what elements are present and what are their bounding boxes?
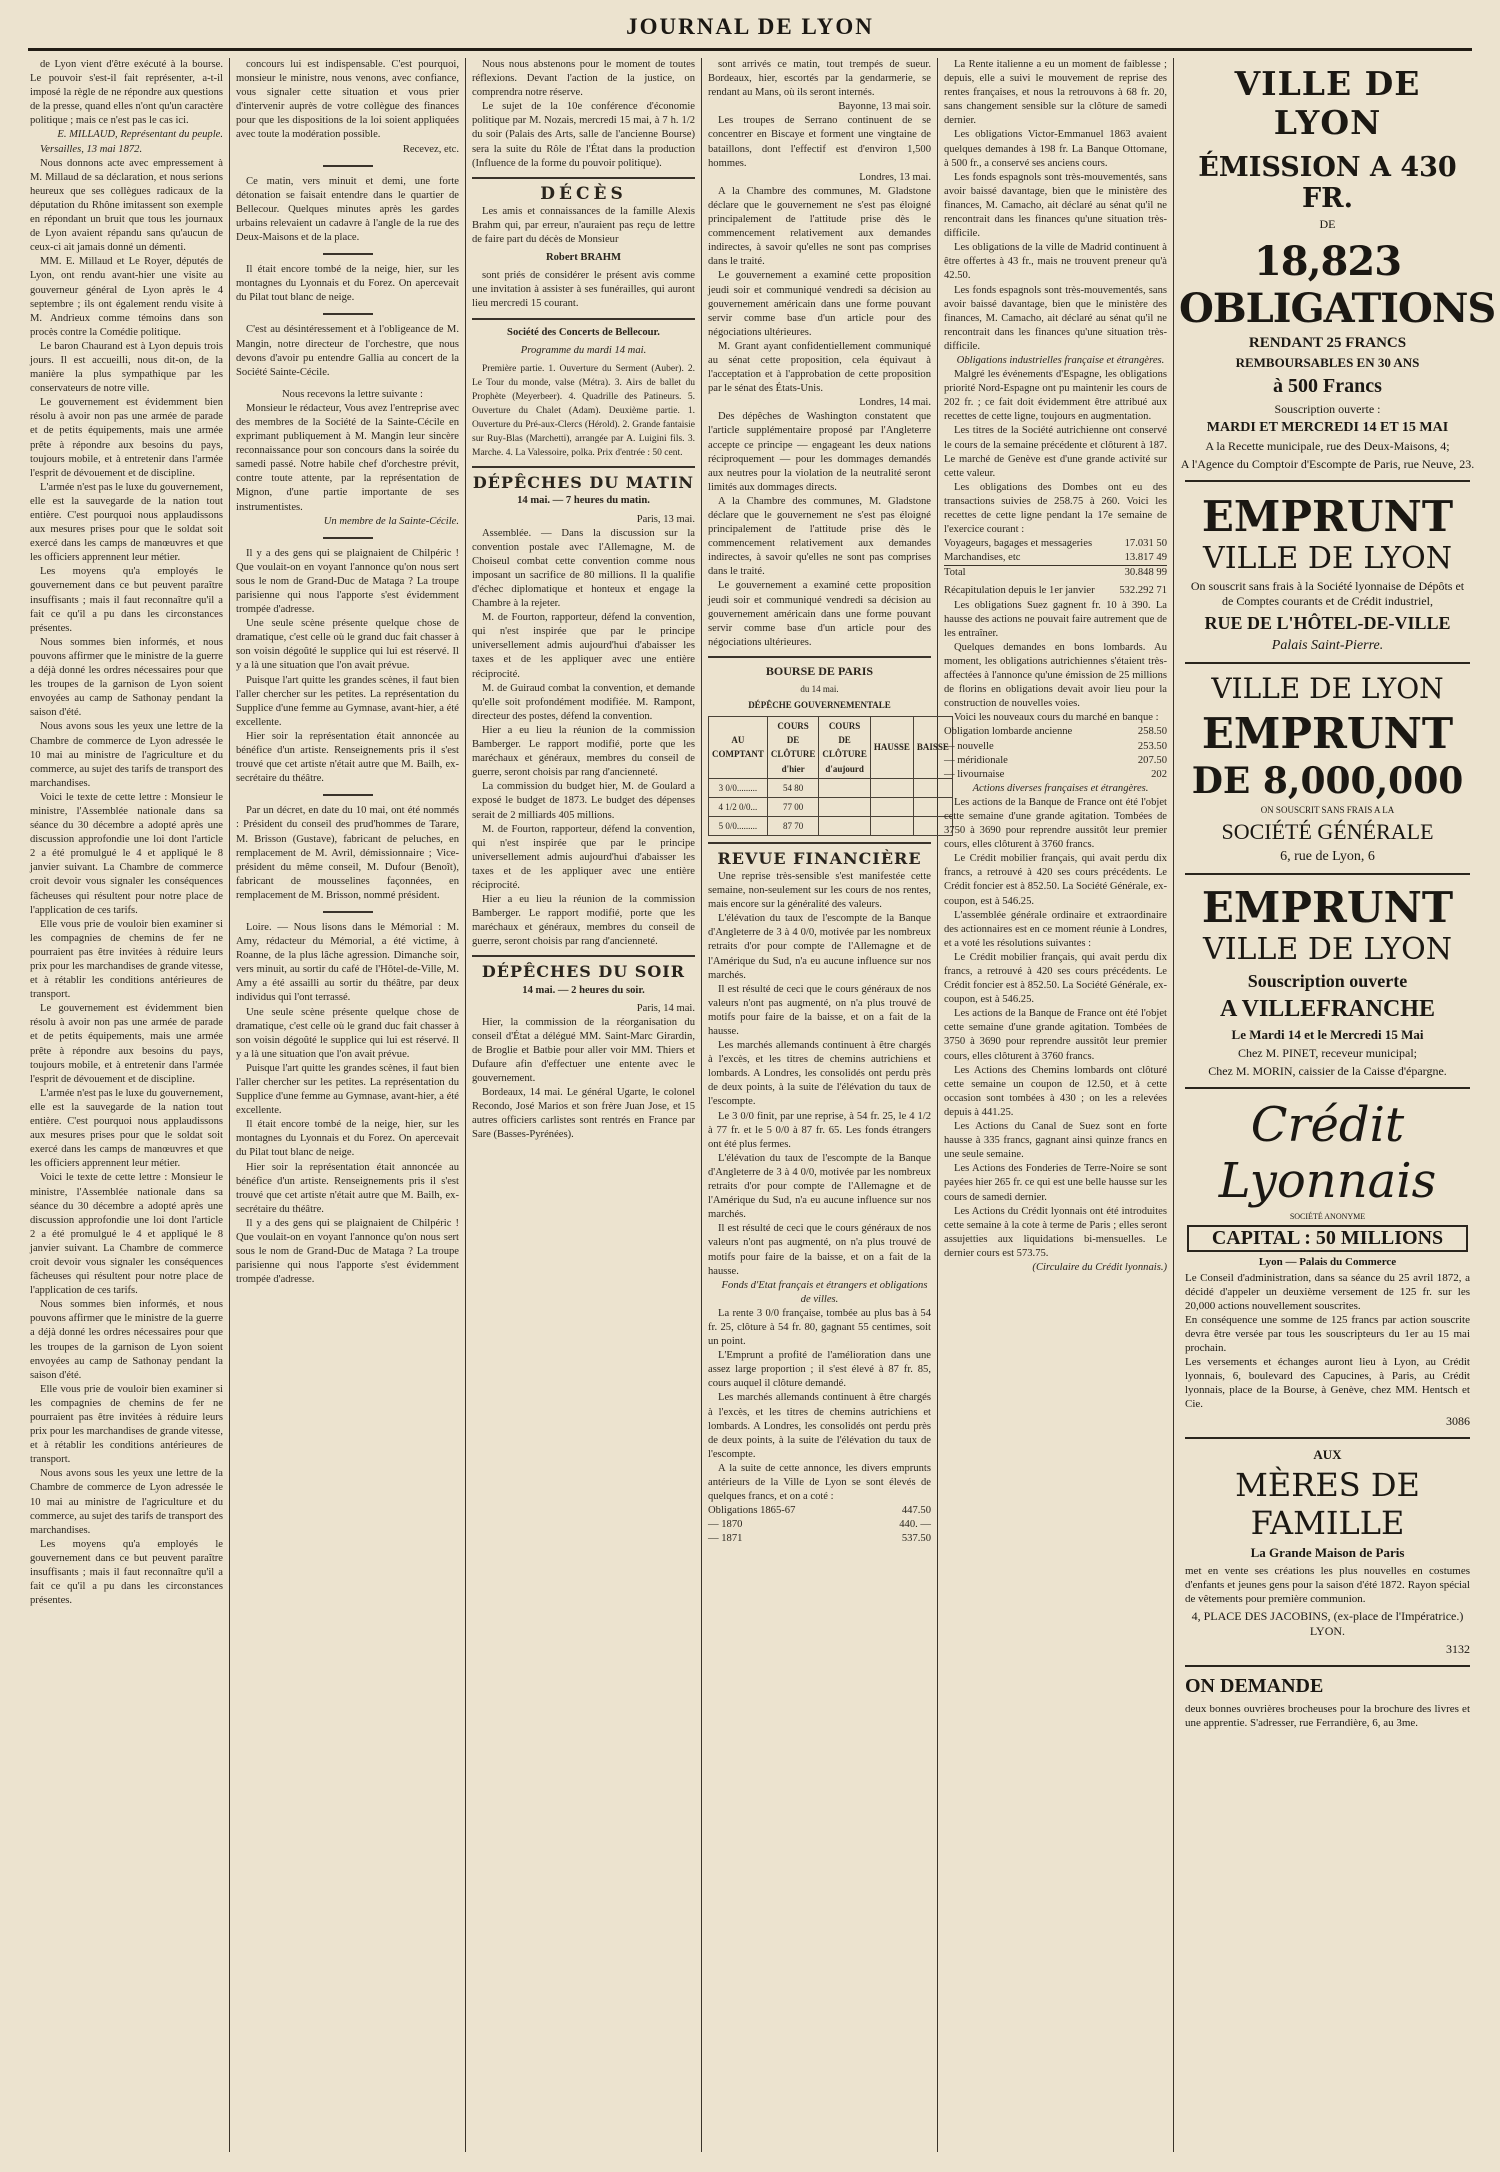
dateline: Versailles, 13 mai 1872.: [40, 143, 143, 155]
dateline: Paris, 13 mai.: [636, 513, 695, 525]
price-row: [944, 754, 1167, 768]
masthead: JOURNAL DE LYON: [626, 14, 874, 39]
paragraph: M. de Fourton, rapporteur, défend la convention, qui n'est inspirée que par le principe universellement admis aujourd'hui d'abaisser les taxes et de les appliquer avec une entière réciprocité.: [472, 823, 695, 891]
price-row: [944, 537, 1167, 551]
paragraph: Il était encore tombé de la neige, hier, sur les montagnes du Lyonnais et du Forez. On apercevait du Pilat tout blanc de neige.: [236, 264, 459, 304]
letter-text: Monsieur le rédacteur, Vous avez l'entreprise avec des membres de la Société de la Sainte-Cécile en exprimant publiquement à M. Mangin leur sincère reconnaissance pour son concours dans la soirée du samedi passé. Notre habile chef d'orchestre prévit, contre toute attente, par la représentation de Mignon, d'une partie importante de ses instrumentistes.: [236, 402, 459, 513]
paragraph: Il y a des gens qui se plaignaient de Chilpéric ! Que voulait-on en voyant l'annonce qu'on nous sert sous le nom de Grand-Duc de Mataga ? La troupe parisienne qui nous l'apporte s'est évidemment trompée d'adresse.: [236, 1217, 459, 1286]
ad-headline: EMPRUNT: [1201, 492, 1454, 541]
table-header-row: [709, 717, 953, 778]
paragraph: Ce matin, vers minuit et demi, une forte détonation se faisait entendre dans le quartier de Bellecour. Quelques minutes après les gardes urbains relevaient un cadavre à l'angle de la rue des Deux-Maisons et de la place.: [236, 175, 459, 244]
section-heading: DÉPÊCHES DU SOIR: [481, 962, 686, 982]
price-label: — 1870: [708, 1519, 743, 1531]
paragraph: Loire. — Nous lisons dans le Mémorial : M. Amy, rédacteur du Mémorial, a été victime, à Roanne, de la plus lâche agression. Dimanche soir, vers minuit, au sortir du café de l'Hôtel-de-Ville, M. Amy a été assailli au sortir du théâtre, par deux individus qui l'ont terrassé.: [236, 921, 459, 1004]
ad-headline: VILLE DE LYON: [1203, 932, 1452, 967]
paragraph: M. de Guiraud combat la convention, et demande qu'elle soit profondément modifiée. M. Rampont, directeur des postes, défend la convention.: [472, 682, 695, 722]
ad-headline: DE 8,000,000: [1191, 760, 1464, 802]
ad-text: La Grande Maison de Paris: [1250, 1545, 1405, 1560]
ad-number: 3132: [1446, 1642, 1470, 1656]
paragraph: sont priés de considérer le présent avis comme une invitation à assister à ses funérailles, qui auront lieu mercredi 15 courant.: [472, 270, 695, 310]
advertisement-column: [1179, 58, 1496, 2148]
paragraph: Une seule scène présente quelque chose de dramatique, c'est celle où le grand duc fait chasser à son voisin dégoûté le supplice qui lui est réservé. Il y a là une situation que l'on avait prévue.: [236, 1006, 459, 1060]
bourse-date: du 14 mai.: [800, 684, 839, 695]
ad-divider: [1185, 480, 1470, 482]
column-header: COURS DE CLÔTURE d'hier: [767, 717, 819, 778]
paragraph: L'élévation du taux de l'escompte de la Banque d'Angleterre de 3 à 4 0/0, motivée par les nombreux retraits d'or pour compte de l'Allemagne et de l'Amérique du Sud, n'a eu aucune influence sur nos marchés.: [708, 1152, 931, 1221]
paragraph: La rente 3 0/0 française, tombée au plus bas à 54 fr. 25, clôture à 54 fr. 80, gagnant 55 centimes, soit un point.: [708, 1307, 931, 1348]
column-header: BAISSE: [913, 717, 952, 778]
paragraph: Hier, la commission de la réorganisation du conseil d'État a délégué MM. Saint-Marc Girardin, de Broglie et Batbie pour aller voir MM. Thiers et Dufaure afin d'effectuer une entente avec le gouvernement.: [472, 1016, 695, 1085]
price-value: 258.50: [1137, 726, 1167, 738]
price-row: [944, 725, 1167, 739]
price-label: — livournaise: [944, 768, 1005, 780]
ad-divider: [1185, 1665, 1470, 1667]
ad-text: met en vente ses créations les plus nouvelles en costumes d'enfants et jeunes gens pour la saison d'été 1872. Rayon spécial de vêtements pour première communion.: [1185, 1565, 1470, 1605]
concert-program: Première partie. 1. Ouverture du Serment (Auber). 2. Le Tour du monde, valse (Métra). 3. Airs de ballet du Prophète (Meyerbeer). 4. Quadrille des Patineurs. 5. Ouverture du Chalet (Adam). Deuxième partie. 1. Ouverture du Pré-aux-Clercs (Hérold). 2. Grande fantaisie sur Ruy-Blas (Marchetti), arrangée par A. Luigini fils. 3. Marche. 4. La Valessoire, polka. Prix d'entrée : 50 cent.: [472, 363, 695, 459]
price-value: 30.848 99: [1124, 567, 1167, 579]
subsection-heading: Actions diverses françaises et étrangères.: [972, 782, 1149, 794]
separator: [472, 177, 695, 179]
paragraph: Les moyens qu'a employés le gouvernement dans ce but peuvent paraître insuffisants ; mais il faut reconnaître qu'il a fait ce qu'il a pu dans les circonstances présentes.: [30, 566, 223, 634]
paragraph: Le gouvernement est évidemment bien résolu à avoir non pas une armée de parade et de petits équipements, mais une armée prête à répondre aux besoins du pays, toujours mobile, et à entretenir dans l'armée l'esprit de dévouement et de discipline.: [30, 397, 223, 479]
dateline: Londres, 13 mai.: [859, 171, 931, 183]
article-text: [944, 58, 1167, 1275]
paragraph: Voici le texte de cette lettre : Monsieur le ministre, l'Assemblée nationale dans sa séance du 30 décembre a adopté après une discussion approfondie une loi dont l'article 2 a été promulgué le 4 et appliqué le 8 janvier suivant. La Chambre de commerce croit devoir vous signaler les conséquences fâcheuses qui résultent pour notre place de l'application de ces tarifs.: [30, 791, 223, 916]
price-row: [708, 1532, 931, 1546]
paragraph: Le gouvernement est évidemment bien résolu à avoir non pas une armée de parade et de petits équipements, mais une armée prête à répondre aux besoins du pays, toujours mobile, et à entretenir dans l'armée l'esprit de dévouement et de discipline.: [30, 1003, 223, 1085]
paragraph: A la Chambre des communes, M. Gladstone déclare que le gouvernement ne s'est pas éloigné principalement de l'attitude prise dès le commencement relativement aux demandes indirectes, à savoir qu'elles ne sont pas comprises dans le traité.: [708, 495, 931, 578]
paragraph: Assemblée. — Dans la discussion sur la convention postale avec l'Allemagne, M. de Choiseul combat cette convention comme nous imposant un sacrifice de 80 millions. Il la qualifie d'échec diplomatique et honteux et engage la Chambre à la rejeter.: [472, 527, 695, 610]
price-label: Total: [944, 567, 966, 579]
separator: [323, 253, 373, 255]
ad-text: MARDI ET MERCREDI 14 ET 15 MAI: [1206, 420, 1449, 435]
ad-headline: SOCIÉTÉ GÉNÉRALE: [1221, 819, 1434, 844]
paragraph: MM. E. Millaud et Le Royer, députés de Lyon, ont rendu avant-hier une visite au gouverneur général de Lyon après le 4 septembre ; ils ont également rendu visite à M. Andrieux comme témoins dans son procès contre la Comédie politique.: [30, 256, 223, 338]
separator: [323, 911, 373, 913]
ad-headline: A VILLEFRANCHE: [1220, 996, 1435, 1022]
column-5: [944, 58, 1167, 2148]
article-text: [708, 58, 949, 1546]
deceased-name: Robert BRAHM: [545, 252, 622, 264]
table-cell: 3 0/0.........: [709, 778, 768, 797]
paragraph: L'assemblée générale ordinaire et extraordinaire des actionnaires est en ce moment réunie à Londres, et a voté les résolutions suivantes :: [944, 909, 1167, 949]
column-divider: [1173, 58, 1174, 2152]
paragraph: Il est résulté de ceci que le cours généraux de nos valeurs n'ont pas augmenté, on n'a plus trouvé de motifs pour faire de la baisse, et on a fait de la hausse.: [708, 1223, 931, 1277]
column-divider: [229, 58, 230, 2152]
paragraph: Voici les nouveaux cours du marché en banque :: [954, 712, 1159, 724]
paragraph: L'Emprunt a profité de l'amélioration dans une assez large proportion ; il s'est élevé à 87 fr. 85, cours auquel il clôture demandé.: [708, 1350, 931, 1390]
article-text: [30, 58, 223, 1608]
price-value: 253.50: [1137, 740, 1167, 752]
table-cell: [819, 797, 871, 816]
column-header: COURS DE CLÔTURE d'aujourd: [819, 717, 871, 778]
separator: [323, 537, 373, 539]
paragraph: Nous sommes bien informés, et nous pouvons affirmer que le ministre de la guerre a déjà donné les ordres nécessaires pour que les troupes de la garnison de Lyon soient envoyées au camp de Sathonay pendant la saison d'été.: [30, 636, 223, 719]
column-1: [30, 58, 223, 2148]
paragraph: C'est au désintéressement et à l'obligeance de M. Mangin, notre directeur de l'orchestre, que nous devons d'avoir pu entendre Gallia au concert de la Société Sainte-Cécile.: [236, 324, 459, 378]
paragraph: Elle vous prie de vouloir bien examiner si les compagnies de chemins de fer ne pourraient pas être invitées à réduire leurs prix pour les marchandises de grande vitesse, et à rétablir les conditions antérieures de transport.: [30, 918, 223, 1001]
dateline: Bayonne, 13 mai soir.: [838, 101, 931, 113]
ad-divider: [1185, 873, 1470, 875]
table-cell: 5 0/0.........: [709, 816, 768, 835]
paragraph: Les actions de la Banque de France ont été l'objet cette semaine d'une grande agitation. Tombées de 3750 à 3690 pour reprendre aussitôt leur premier cours, elles clôturent à 3760 francs.: [944, 1008, 1167, 1062]
paragraph: Nous avons sous les yeux une lettre de la Chambre de commerce de Lyon adressée le 10 mai au ministre de l'agriculture et du commerce, au sujet des tarifs de transport des marchandises.: [30, 721, 223, 789]
paragraph: Puisque l'art quitte les grandes scènes, il faut bien l'aller chercher sur les petites. La représentation du Supplice d'une femme au Gymnase, avant-hier, a été excellente.: [236, 1062, 459, 1117]
ad-text: 6, rue de Lyon, 6: [1280, 849, 1375, 864]
signature: (Circulaire du Crédit lyonnais.): [1032, 1261, 1167, 1273]
signature: E. MILLAUD, Représentant du peuple.: [57, 129, 223, 141]
price-value: 440. —: [899, 1519, 931, 1531]
price-row: [944, 584, 1167, 598]
section-heading: DÉPÊCHES DU MATIN: [472, 473, 695, 493]
column-2: [236, 58, 459, 2148]
ad-headline: MÈRES DE FAMILLE: [1235, 1466, 1420, 1542]
price-label: — nouvelle: [944, 740, 994, 752]
ad-headline: EMPRUNT: [1201, 883, 1454, 932]
price-label: Obligation lombarde ancienne: [944, 726, 1073, 738]
paragraph: Par un décret, en date du 10 mai, ont été nommés : Président du conseil des prud'hommes de Tarare, M. Brisson (Gustave), fabricant de peluches, en remplacement de M. Avril, démissionnaire ; Vice-président du même conseil, M. Dufour (Benoît), fabricant de mousselines façonnées, en remplacement de M. Brisson, nommé président.: [236, 805, 459, 901]
paragraph: Une seule scène présente quelque chose de dramatique, c'est celle où le grand duc fait chasser à son voisin dégoûté le supplice qui lui est réservé. Il y a là une situation que l'on avait prévue.: [236, 618, 459, 672]
concert-subtitle: Programme du mardi 14 mai.: [520, 344, 647, 356]
table-cell: 77 00: [767, 797, 819, 816]
ad-headline: Crédit Lyonnais: [1218, 1097, 1437, 1209]
paragraph: La Rente italienne a eu un moment de faiblesse ; depuis, elle a suivi le mouvement de reprise des rentes françaises, et nous la retrouvons à 68 fr. 20, sans changement sensible sur la clôture de samedi dernier.: [944, 59, 1167, 127]
bourse-table: [708, 716, 953, 836]
article-text: [472, 58, 695, 1143]
paragraph: Elle vous prie de vouloir bien examiner si les compagnies de chemins de fer ne pourraient pas être invitées à réduire leurs prix pour les marchandises de grande vitesse, et à rétablir les conditions antérieures de transport.: [30, 1383, 223, 1466]
paragraph: Hier soir la représentation était annoncée au bénéfice d'un artiste. Renseignements pris il s'est trouvé que cet artiste n'était autre que M. Bailh, ex-secrétaire du théâtre.: [236, 1161, 459, 1215]
price-label: — méridionale: [944, 754, 1008, 766]
ad-text: En conséquence une somme de 125 francs par action souscrite devra être versée par tous les souscripteurs du 1er au 15 mai prochain.: [1185, 1314, 1470, 1354]
paragraph: Les obligations Victor-Emmanuel 1863 avaient quelques demandes à 198 fr. La Banque Ottomane, à 500 fr., a conservé ses anciens cours.: [944, 129, 1167, 169]
paragraph: Les fonds espagnols sont très-mouvementés, sans avoir baissé davantage, bien que le ministère des finances, M. Camacho, ait déclaré au sénat qu'il ne rencontrait dans les finances qu'une situation très-difficile.: [944, 171, 1167, 240]
section-subheading: 14 mai. — 7 heures du matin.: [517, 495, 650, 507]
ad-text: SOCIÉTÉ ANONYME: [1289, 1212, 1366, 1221]
separator: [708, 656, 931, 658]
paragraph: La commission du budget hier, M. de Goulard a exposé le budget de 1873. Le budget des dépenses serait de 2 milliards 405 millions.: [472, 781, 695, 821]
paragraph: A la Chambre des communes, M. Gladstone déclare que le gouvernement ne s'est pas éloigné principalement de l'attitude prise dès le commencement relativement aux demandes indirectes, à savoir qu'elles ne sont pas comprises dans le traité.: [708, 185, 931, 268]
price-row: [944, 740, 1167, 754]
separator: [472, 955, 695, 957]
ad-headline: VILLE DE LYON: [1203, 541, 1452, 576]
price-label: Obligations 1865-67: [708, 1505, 796, 1517]
paragraph: Les troupes de Serrano continuent de se concentrer en Biscaye et forment une vingtaine de bataillons, dont l'effectif est d'environ 1,500 hommes.: [708, 115, 931, 169]
paragraph: sont arrivés ce matin, tout trempés de sueur. Bordeaux, hier, escortés par la gendarmerie, se rendant au Mans, où ils seront internés.: [708, 59, 931, 99]
separator: [472, 466, 695, 468]
ad-text: à 500 Francs: [1273, 375, 1382, 397]
column-3: [472, 58, 695, 2148]
table-cell: [819, 816, 871, 835]
paragraph: Les Actions du Canal de Suez sont en forte hausse à 335 francs, gagnant ainsi quinze francs en une seule semaine.: [944, 1121, 1167, 1161]
paragraph: L'armée n'est pas le luxe du gouvernement, elle est la sauvegarde de la nation tout entière. C'est pourquoi nous applaudissons aux mesures prises pour que le soldat soit exercé dans les camps de manœuvres et que les officiers apprennent leur métier.: [30, 1087, 223, 1170]
ad-text: Lyon — Palais du Commerce: [1258, 1256, 1397, 1268]
paragraph: Bordeaux, 14 mai. Le général Ugarte, le colonel Recondo, José Marios et son frère Juan Jose, et 15 autres officiers carlistes sont rentrés en France par Sare (Basses-Pyrénées).: [472, 1087, 695, 1141]
bourse-title: BOURSE DE PARIS: [765, 663, 874, 678]
paragraph: concours lui est indispensable. C'est pourquoi, monsieur le ministre, nous venons, avec confiance, vous signaler cette situation et vous prier d'intervenir auprès de votre collègue des finances pour que les dispositions de la loi soient appliquées avec toute la modération possible.: [236, 59, 459, 141]
price-label: — 1871: [708, 1533, 743, 1545]
paragraph: Voici le texte de cette lettre : Monsieur le ministre, l'Assemblée nationale dans sa séance du 30 décembre a adopté après une discussion approfondie une loi dont l'article 2 a été promulgué le 4 et appliqué le 8 janvier suivant. La Chambre de commerce croit devoir vous signaler les conséquences fâcheuses qui résultent pour notre place de l'application de ces tarifs.: [30, 1172, 223, 1297]
column-header: AU COMPTANT: [709, 717, 768, 778]
column-divider: [701, 58, 702, 2152]
table-row: [709, 778, 953, 797]
ad-headline: VILLE DE LYON: [1211, 672, 1444, 705]
table-row: [709, 816, 953, 835]
article-text: [236, 58, 459, 1287]
ad-text: Chez M. PINET, receveur municipal;: [1237, 1046, 1418, 1060]
ad-headline: VILLE DE LYON: [1234, 64, 1421, 142]
column-divider: [937, 58, 938, 2152]
separator: [472, 318, 695, 320]
ad-text: Le Conseil d'administration, dans sa séance du 25 avril 1872, a décidé d'appeler un deuxième versement de 125 fr. sur les 20,000 actions nouvellement souscrites.: [1185, 1272, 1470, 1312]
paragraph: Hier a eu lieu la réunion de la commission Bamberger. Le rapport modifié, porte que les maréchaux et généraux, membres du conseil de guerre, seront choisis par rang d'ancienneté.: [472, 894, 695, 948]
ad-text: On souscrit sans frais à la Société lyonnaise de Dépôts et de Comptes courants et de Crédit industriel,: [1190, 579, 1465, 608]
price-label: Voyageurs, bagages et messageries: [944, 538, 1093, 550]
paragraph: Les Actions des Fonderies de Terre-Noire se sont payées hier 265 fr. ce qui est une belle hausse sur les cours de samedi dernier.: [944, 1163, 1167, 1203]
price-value: 532.292 71: [1119, 585, 1167, 597]
subsection-heading: Fonds d'Etat français et étrangers et obligations de villes.: [721, 1279, 928, 1305]
paragraph: de Lyon vient d'être exécuté à la bourse. Le pouvoir s'est-il fait représenter, a-t-il imposé la règle de ne répondre aux questions de la presse, quand elles n'ont qu'un caractère politique ; mais ce n'est pas le cas ici.: [30, 59, 223, 127]
paragraph: Les Actions du Crédit lyonnais ont été introduites cette semaine à la cote à terme de Paris ; elles seront assujetties aux liquidations bi-mensuelles. Le dernier cours est 573.75.: [944, 1205, 1167, 1259]
paragraph: Les amis et connaissances de la famille Alexis Brahm qui, par erreur, n'auraient pas reçu de lettre de faire part du décès de Monsieur: [472, 205, 695, 246]
paragraph: Le Crédit mobilier français, qui avait perdu dix francs, a retrouvé à 420 ses cours précédents. Le Crédit foncier est à 852.50. La Société Générale, ex-coupon, est à 546.25.: [944, 951, 1167, 1006]
paragraph: Le Crédit mobilier français, qui avait perdu dix francs, a retrouvé à 420 ses cours précédents. Le Crédit foncier est à 852.50. La Société Générale, ex-coupon, est à 546.25.: [944, 853, 1167, 907]
dateline: Paris, 14 mai.: [636, 1002, 695, 1014]
price-value: 207.50: [1137, 754, 1167, 766]
ad-text: 4, PLACE DES JACOBINS, (ex-place de l'Impératrice.) LYON.: [1191, 1609, 1464, 1638]
paragraph: Quelques demandes en bons lombards. Au moment, les obligations autrichiennes s'étaient très-affectées à l'annonce qu'une émission de 25 millions de florins en obligations devait avoir lieu pour la construction de nouvelles voies.: [944, 641, 1167, 710]
signature: Recevez, etc.: [402, 143, 459, 155]
table-cell: 87 70: [767, 816, 819, 835]
paragraph: Les actions de la Banque de France ont été l'objet cette semaine d'une grande agitation. Tombées de 3750 à 3690 pour reprendre aussitôt leur premier cours, elles clôturent à 3760 francs.: [944, 796, 1167, 851]
price-value: 202: [1151, 768, 1167, 780]
dateline: Londres, 14 mai.: [859, 397, 931, 409]
paragraph: Nous donnons acte avec empressement à M. Millaud de sa déclaration, et nous serions heureux que ses collègues radicaux de la députation du Rhône imitassent son exemple en répondant un bruit que tous les journaux de Lyon avaient répandu sans qu'aucun de ceux-ci ait jamais donné un démenti.: [30, 157, 223, 254]
paragraph: Il y a des gens qui se plaignaient de Chilpéric ! Que voulait-on en voyant l'annonce qu'on nous sert sous le nom de Grand-Duc de Mataga ? La troupe parisienne qui nous l'apporte s'est évidemment trompée d'adresse.: [236, 547, 459, 616]
ad-headline: CAPITAL : 50 MILLIONS: [1187, 1225, 1468, 1252]
price-label: Marchandises, etc: [944, 552, 1021, 564]
column-header: HAUSSE: [870, 717, 913, 778]
concert-title: Société des Concerts de Bellecour.: [507, 326, 660, 338]
column-4: [708, 58, 949, 2148]
section-subheading: 14 mai. — 2 heures du soir.: [522, 984, 645, 996]
ad-headline: EMPRUNT: [1201, 709, 1454, 758]
masthead-rule: [28, 48, 1472, 51]
paragraph: L'armée n'est pas le luxe du gouvernement, elle est la sauvegarde de la nation tout entière. C'est pourquoi nous applaudissons aux mesures prises pour que le soldat soit exercé dans les camps de manœuvres et que les officiers apprennent leur métier.: [30, 481, 223, 564]
ad-text: deux bonnes ouvrières brocheuses pour la brochure des livres et une apprentie. S'adresser, rue Ferrandière, 6, au 3me.: [1185, 1703, 1470, 1729]
ad-text: RUE DE L'HÔTEL-DE-VILLE: [1204, 613, 1451, 633]
paragraph: Les marchés allemands continuent à être chargés à l'excès, et les titres de chemins autrichiens et lombards. A Londres, les consolidés ont perdu près de deux points, à la suite de l'élévation du taux de l'escompte.: [708, 1040, 931, 1108]
ad-text: Chez M. MORIN, caissier de la Caisse d'épargne.: [1208, 1064, 1447, 1078]
separator: [323, 794, 373, 796]
paragraph: Les fonds espagnols sont très-mouvementés, sans avoir baissé davantage, bien que le ministère des finances, M. Camacho, ait déclaré au sénat qu'il ne rencontrait dans les finances qu'une situation très-difficile.: [944, 284, 1167, 352]
ad-text: A la Recette municipale, rue des Deux-Maisons, 4;: [1205, 439, 1450, 453]
paragraph: Hier a eu lieu la réunion de la commission Bamberger. Le rapport modifié, porte que les maréchaux et généraux, membres du conseil de guerre, seront choisis par rang d'ancienneté.: [472, 724, 695, 779]
price-value: 17.031 50: [1124, 538, 1167, 550]
table-cell: [870, 797, 913, 816]
separator: [323, 313, 373, 315]
price-value: 537.50: [901, 1533, 931, 1545]
ad-text: Les versements et échanges auront lieu à Lyon, au Crédit lyonnais, 6, boulevard des Capucines, à Paris, au Crédit lyonnais, place de la Bourse, à Genève, chez MM. Hentsch et Cie.: [1185, 1356, 1470, 1410]
column-divider: [465, 58, 466, 2152]
letter-heading: Nous recevons la lettre suivante :: [282, 388, 423, 400]
paragraph: L'élévation du taux de l'escompte de la Banque d'Angleterre de 3 à 4 0/0, motivée par les nombreux retraits d'or pour compte de l'Allemagne et de l'Amérique du Sud, n'a eu aucune influence sur nos marchés.: [708, 913, 931, 981]
section-heading: DÉCÈS: [540, 183, 627, 204]
table-cell: 4 1/2 0/0...: [709, 797, 768, 816]
ad-text: AUX: [1313, 1447, 1342, 1462]
ad-text: RENDANT 25 FRANCS: [1248, 335, 1407, 351]
table-cell: [870, 778, 913, 797]
paragraph: Les titres de la Société autrichienne ont conservé le cours de la semaine précédente et clôturent à 187. Le marché de Genève est d'une grande activité sur cette valeur.: [944, 425, 1167, 479]
price-value: 13.817 49: [1124, 552, 1167, 564]
paragraph: A la suite de cette annonce, les divers emprunts antérieurs de la Ville de Lyon se sont élevés de quelques francs, et on a coté :: [708, 1462, 931, 1503]
paragraph: Nous avons sous les yeux une lettre de la Chambre de commerce de Lyon adressée le 10 mai au ministre de l'agriculture et du commerce, au sujet des tarifs de transport des marchandises.: [30, 1468, 223, 1536]
paragraph: Hier soir la représentation était annoncée au bénéfice d'un artiste. Renseignements pris il s'est trouvé que cet artiste n'était autre que M. Bailh, ex-secrétaire du théâtre.: [236, 730, 459, 785]
ad-headline: ON DEMANDE: [1185, 1675, 1324, 1697]
signature: Un membre de la Sainte-Cécile.: [323, 515, 459, 527]
ad-text: Souscription ouverte :: [1274, 402, 1381, 416]
price-row: [708, 1504, 931, 1518]
paragraph: Il était encore tombé de la neige, hier, sur les montagnes du Lyonnais et du Forez. On apercevait du Pilat tout blanc de neige.: [236, 1119, 459, 1159]
price-row: [708, 1518, 931, 1532]
paragraph: Puisque l'art quitte les grandes scènes, il faut bien l'aller chercher sur les petites. La représentation du Supplice d'une femme au Gymnase, avant-hier, a été excellente.: [236, 674, 459, 728]
price-row: [944, 768, 1167, 782]
ad-number: 3086: [1446, 1414, 1470, 1428]
paragraph: Nous sommes bien informés, et nous pouvons affirmer que le ministre de la guerre a déjà donné les ordres nécessaires pour que les troupes de la garnison de Lyon soient envoyées au camp de Sathonay pendant la saison d'été.: [30, 1299, 223, 1381]
paragraph: M. de Fourton, rapporteur, défend la convention, qui n'est inspirée que par le principe universellement admis aujourd'hui d'abaisser les taxes et de les appliquer avec une entière réciprocité.: [472, 612, 695, 680]
table-row: [709, 797, 953, 816]
paragraph: Il est résulté de ceci que le cours généraux de nos valeurs n'ont pas augmenté, on n'a plus trouvé de motifs pour faire de la baisse, et on a fait de la hausse.: [708, 983, 931, 1037]
ad-divider: [1185, 1087, 1470, 1089]
ad-text: Palais Saint-Pierre.: [1271, 638, 1384, 653]
paragraph: Les marchés allemands continuent à être chargés à l'excès, et les titres de chemins autrichiens et lombards. A Londres, les consolidés ont perdu près de deux points, à la suite de l'élévation du taux de l'escompte.: [708, 1392, 931, 1460]
paragraph: Une reprise très-sensible s'est manifestée cette semaine, non-seulement sur les cours de nos rentes, mais encore sur la généralité des valeurs.: [708, 870, 931, 911]
ad-text: ON SOUSCRIT SANS FRAIS A LA: [1260, 805, 1395, 815]
separator: [323, 165, 373, 167]
ad-text: Souscription ouverte: [1247, 971, 1408, 991]
paragraph: Le 3 0/0 finit, par une reprise, à 54 fr. 25, le 4 1/2 à 77 fr. et le 5 0/0 à 87 fr. 65. Les fonds étrangers ont été plus fermes.: [708, 1110, 931, 1150]
paragraph: Le sujet de la 10e conférence d'économie politique par M. Nozais, mercredi 15 mai, à 7 h. 1/2 du soir (Palais des Arts, salle de l'ancienne Bourse) sera la suite du Rôle de l'État dans la production (Influence de la forme du pouvoir politique).: [472, 101, 695, 169]
price-value: 447.50: [901, 1505, 931, 1517]
table-cell: 54 80: [767, 778, 819, 797]
paragraph: Les obligations des Dombes ont eu des transactions suivies de 258.75 à 260. Voici les recettes de cette ligne pendant la 17e semaine de l'exercice courant :: [944, 481, 1167, 536]
price-label: Récapitulation depuis le 1er janvier: [944, 585, 1095, 597]
paragraph: Les obligations Suez gagnent fr. 10 à 390. La hausse des actions ne pouvait faire autrement que de les entraîner.: [944, 599, 1167, 639]
price-row: [944, 551, 1167, 565]
separator: [708, 842, 931, 844]
section-heading: REVUE FINANCIÈRE: [717, 848, 922, 868]
table-cell: [819, 778, 871, 797]
paragraph: Nous nous abstenons pour le moment de toutes réflexions. Devant l'action de la justice, on comprendra notre réserve.: [472, 59, 695, 99]
ad-divider: [1185, 1437, 1470, 1439]
ad-text: Le Mardi 14 et le Mercredi 15 Mai: [1231, 1027, 1424, 1042]
paragraph: Malgré les événements d'Espagne, les obligations priorité Nord-Espagne ont pu maintenir les cours de 202 fr. ; ce fait doit évidemment être attribué aux recettes de cette ligne, toujours en augmentation.: [944, 369, 1167, 423]
price-row: [944, 565, 1167, 580]
paragraph: Le gouvernement a examiné cette proposition jeudi soir et communiqué vendredi sa décision au gouvernement américain dans une forme pouvant servir comme base d'un article pour des négociations ultérieures.: [708, 270, 931, 338]
ad-text: A l'Agence du Comptoir d'Escompte de Paris, rue Neuve, 23.: [1180, 457, 1475, 471]
paragraph: Les obligations de la ville de Madrid continuent à être offertes à 43 fr., mais ne trouvent preneur qu'à 42.50.: [944, 242, 1167, 282]
table-cell: [870, 816, 913, 835]
bourse-subtitle: DÉPÊCHE GOUVERNEMENTALE: [748, 700, 891, 711]
ad-headline: ÉMISSION A 430 FR.: [1198, 152, 1457, 214]
paragraph: M. Grant ayant confidentiellement communiqué au sénat cette proposition, cela équivaut à l'acceptation et à l'approbation de cette proposition par le sénat des États-Unis.: [708, 340, 931, 395]
ad-text: REMBOURSABLES EN 30 ANS: [1235, 355, 1420, 370]
paragraph: Les moyens qu'a employés le gouvernement dans ce but peuvent paraître insuffisants ; mais il faut reconnaître qu'il a fait ce qu'il a pu dans les circonstances présentes.: [30, 1538, 223, 1607]
paragraph: Le baron Chaurand est à Lyon depuis trois jours. Il est accueilli, nous dit-on, de la manière la plus sympathique par les conservateurs de notre ville.: [30, 340, 223, 395]
ad-text: DE: [1319, 217, 1336, 231]
paragraph: Les Actions des Chemins lombards ont clôturé cette semaine un coupon de 12.50, et à cette occasion sont tombées à 430 ; on les a relevées depuis à 441.25.: [944, 1064, 1167, 1118]
paragraph: Le gouvernement a examiné cette proposition jeudi soir et communiqué vendredi sa décision au gouvernement américain dans une forme pouvant servir comme base d'un article pour des négociations ultérieures.: [708, 580, 931, 648]
ad-divider: [1185, 662, 1470, 664]
paragraph: Des dépêches de Washington constatent que l'article supplémentaire proposé par l'Angleterre accepte ce principe — engageant les deux nations réciproquement — pour les dommages demandés aux neutres pour la violation de la neutralité seront limités aux dommages directs.: [708, 411, 931, 493]
ad-headline: 18,823 OBLIGATIONS: [1179, 238, 1496, 332]
subsection-heading: Obligations industrielles française et étrangères.: [956, 354, 1165, 366]
